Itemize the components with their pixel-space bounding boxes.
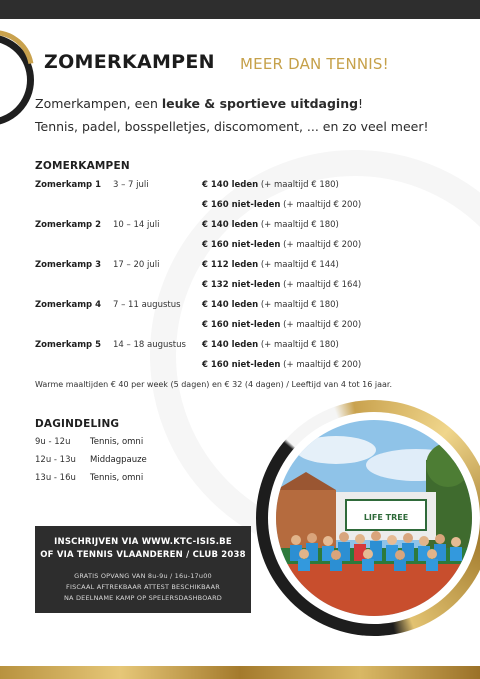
price-nonmembers: € 160 niet-leden (+ maaltijd € 200)	[202, 200, 362, 210]
camp-name: Zomerkamp 5	[35, 340, 102, 350]
price-members: € 140 leden (+ maaltijd € 180)	[202, 220, 339, 230]
page-title: ZOMERKAMPEN	[44, 51, 215, 73]
intro-text: Zomerkampen, een	[35, 96, 162, 111]
camps-heading: ZOMERKAMPEN	[35, 160, 130, 172]
bottom-bar	[0, 666, 480, 679]
schedule-time: 12u - 13u	[35, 455, 76, 465]
registration-info-2: FISCAAL AFTREKBAAR ATTEST BESCHIKBAAR	[66, 583, 220, 591]
registration-info-3: NA DEELNAME KAMP OP SPELERSDASHBOARD	[64, 594, 222, 602]
group-photo	[276, 420, 472, 616]
camp-name: Zomerkamp 4	[35, 300, 102, 310]
photo-banner-text: LIFE TREE	[363, 513, 409, 522]
camp-name: Zomerkamp 1	[35, 180, 102, 190]
schedule-activity: Tennis, omni	[90, 437, 144, 447]
schedule-activity: Tennis, omni	[90, 473, 144, 483]
registration-box	[35, 526, 251, 613]
tagline: MEER DAN TENNIS!	[240, 55, 389, 73]
intro-line-1	[35, 96, 363, 111]
intro-text-end: !	[358, 96, 364, 111]
camp-name: Zomerkamp 2	[35, 220, 102, 230]
camp-dates: 7 – 11 augustus	[113, 300, 181, 310]
camp-dates: 3 – 7 juli	[113, 180, 149, 190]
top-bar	[0, 0, 480, 19]
camp-name: Zomerkamp 3	[35, 260, 102, 270]
price-members: € 140 leden (+ maaltijd € 180)	[202, 340, 339, 350]
registration-line-2: OF VIA TENNIS VLAANDEREN / CLUB 2038	[40, 550, 246, 560]
schedule-time: 9u - 12u	[35, 437, 71, 447]
camp-dates: 14 – 18 augustus	[113, 340, 186, 350]
price-nonmembers: € 160 niet-leden (+ maaltijd € 200)	[202, 240, 362, 250]
price-nonmembers: € 132 niet-leden (+ maaltijd € 164)	[202, 280, 362, 290]
price-members: € 140 leden (+ maaltijd € 180)	[202, 180, 339, 190]
camp-dates: 10 – 14 juli	[113, 220, 160, 230]
price-members: € 112 leden (+ maaltijd € 144)	[202, 260, 339, 270]
schedule-time: 13u - 16u	[35, 473, 76, 483]
registration-line-1: INSCHRIJVEN VIA WWW.KTC-ISIS.BE	[54, 537, 232, 547]
price-nonmembers: € 160 niet-leden (+ maaltijd € 200)	[202, 320, 362, 330]
price-members: € 140 leden (+ maaltijd € 180)	[202, 300, 339, 310]
intro-line-2: Tennis, padel, bosspelletjes, discomoment, ... en zo veel meer!	[35, 119, 429, 134]
registration-info-1: GRATIS OPVANG VAN 8u-9u / 16u-17u00	[74, 572, 212, 580]
price-nonmembers: € 160 niet-leden (+ maaltijd € 200)	[202, 360, 362, 370]
camps-note: Warme maaltijden € 40 per week (5 dagen) en € 32 (4 dagen) / Leeftijd van 4 tot 16 jaar.	[35, 380, 393, 389]
schedule-activity: Middagpauze	[90, 455, 147, 465]
intro-highlight: leuke & sportieve uitdaging	[161, 96, 359, 111]
schedule-heading: DAGINDELING	[35, 418, 120, 430]
camp-dates: 17 – 20 juli	[113, 260, 160, 270]
